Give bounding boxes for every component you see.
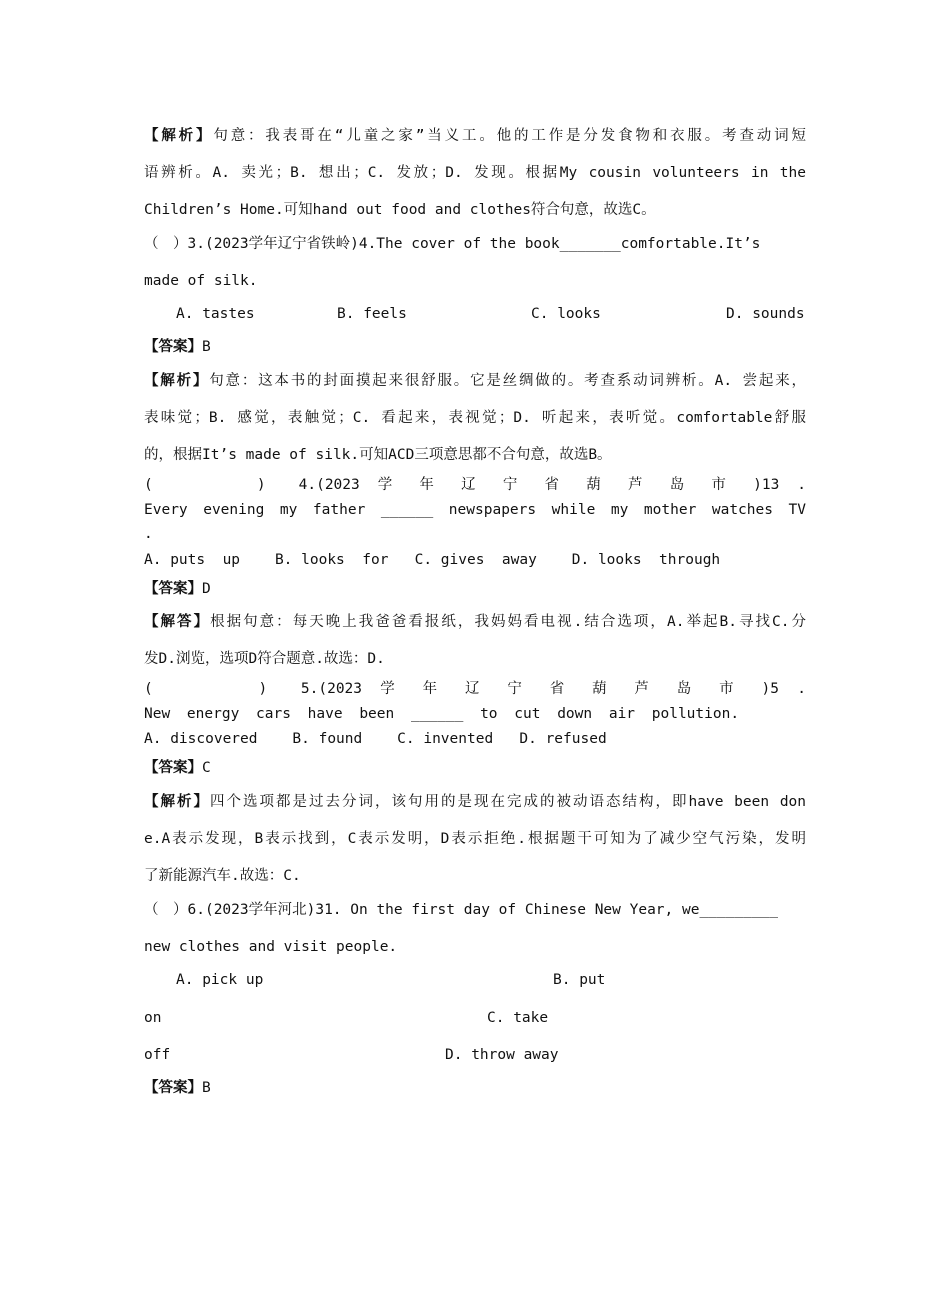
q3-explanation-line-3: 的，根据It’s made of silk.可知ACD三项意思都不合句意，故选B。 [144,447,612,463]
q2-explanation-line-2: 语辨析。A. 卖光；B. 想出；C. 发放；D. 发现。根据My cousin volunteers in the [144,165,806,181]
q4-answer [144,579,211,599]
q4-stem-line-3: . [144,526,153,542]
q2-explanation-line-1: 【解析】句意：我表哥在“儿童之家”当义工。他的工作是分发食物和衣服。考查动词短 [144,128,806,144]
q3-explanation-line-1: 【解析】句意：这本书的封面摸起来很舒服。它是丝绸做的。考查系动词辨析。A. 尝起来， [144,373,807,389]
q6-option-c: C. take [487,1010,549,1026]
q4-explanation-line-1: 【解答】根据句意：每天晚上我爸爸看报纸，我妈妈看电视.结合选项，A.举起B.寻找C.分 [144,614,806,630]
q5-explanation-line-2: e.A表示发现，B表示找到，C表示发明，D表示拒绝.根据题干可知为了减少空气污染，发明 [144,831,806,847]
q4-stem-line-1: ( ) 4.(2023 学 年 辽 宁 省 葫 芦 岛 市 )13 . [144,477,806,493]
q3-option-c: C. looks [531,306,601,322]
answer-tag: 【答案】 [144,581,202,597]
q6-option-b: B. put [553,972,606,988]
q5-explanation-line-3: 了新能源汽车.故选：C. [144,868,301,884]
explanation-tag: 【解析】 [144,128,214,144]
q6-option-b-continued: on [144,1010,162,1026]
q6-option-d: D. throw away [445,1047,559,1063]
q5-stem-line-2: New energy cars have been ______ to cut down air pollution. [144,706,740,722]
q6-option-a: A. pick up [176,972,264,988]
q6-stem-line-2: new clothes and visit people. [144,939,398,955]
q6-option-c-continued: off [144,1047,171,1063]
q6-stem-line-1: （ ）6.(2023学年河北)31. On the first day of Chinese New Year, we_________ [144,902,779,918]
q5-explanation-line-1: 【解析】四个选项都是过去分词，该句用的是现在完成的被动语态结构，即have been don [144,794,807,810]
answer-tag: 【答案】 [144,760,202,776]
q3-stem-line-2: made of silk. [144,273,258,289]
q4-stem-line-2: Every evening my father ______ newspapers while my mother watches TV [144,502,806,518]
q3-stem-line-1: （ ）3.(2023学年辽宁省铁岭)4.The cover of the book_______comfortable.It’s [144,236,761,252]
q3-option-d: D. sounds [726,306,805,322]
explanation-tag: 【解析】 [144,373,210,389]
q2-explanation-line-3: Children’s Home.可知hand out food and clothes符合句意，故选C。 [144,202,656,218]
q3-explanation-line-2: 表味觉；B. 感觉，表触觉；C. 看起来，表视觉；D. 听起来，表听觉。comfortable舒服 [144,410,806,426]
q3-option-a: A. tastes [176,306,255,322]
q6-answer [144,1078,211,1098]
q5-answer [144,758,211,778]
q3-answer [144,337,211,357]
explanation-tag: 【解答】 [144,614,211,630]
q5-stem-line-1: ( ) 5.(2023 学 年 辽 宁 省 葫 芦 岛 市 )5 . [144,681,806,697]
q5-options: A. discovered B. found C. invented D. refused [144,731,607,747]
q3-option-b: B. feels [337,306,407,322]
answer-value: D [202,581,211,597]
explanation-tag: 【解析】 [144,794,211,810]
answer-value: B [202,339,211,355]
q4-options: A. puts up B. looks for C. gives away D. looks through [144,552,721,568]
answer-tag: 【答案】 [144,1080,202,1096]
q4-explanation-line-2: 发D.浏览，选项D符合题意.故选：D. [144,651,385,667]
answer-value: C [202,760,211,776]
answer-value: B [202,1080,211,1096]
answer-tag: 【答案】 [144,339,202,355]
